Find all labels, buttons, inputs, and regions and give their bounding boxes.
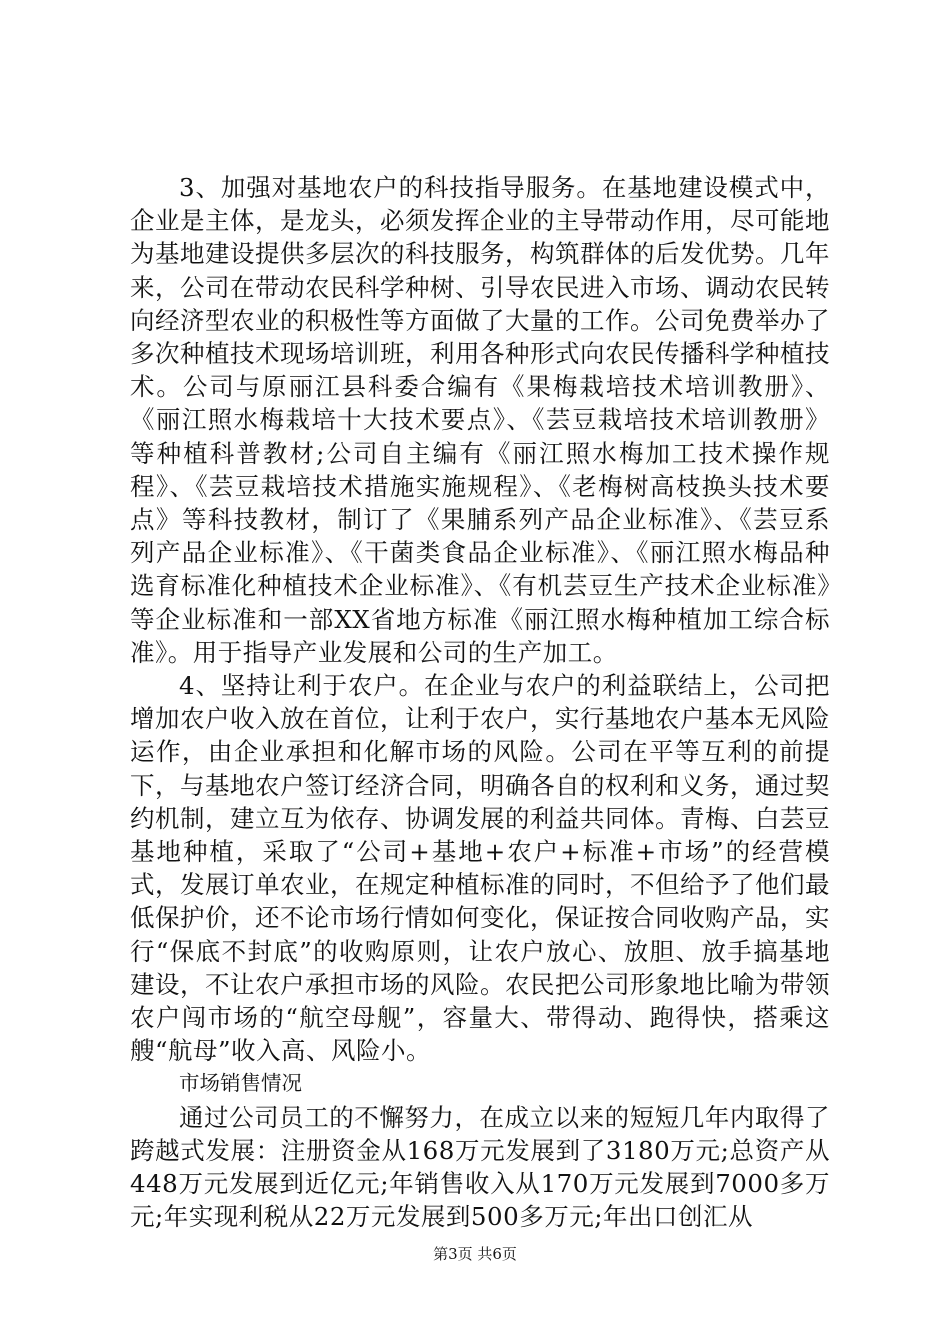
- paragraph-tech-guidance: 3、加强对基地农户的科技指导服务。在基地建设模式中，企业是主体，是龙头，必须发挥企业的主导带动作用，尽可能地为基地建设提供多层次的科技服务，构筑群体的后发优势。几年来，公司在带动农民科学种树、引导农民进入市场、调动农民转向经济型农业的积极性等方面做了大量的工作。公司免费举办了多次种植技术现场培训班，利用各种形式向农民传播科学种植技术。公司与原丽江县科委合编有《果梅栽培技术培训教册》、《丽江照水梅栽培十大技术要点》、《芸豆栽培技术培训教册》等种植科普教材;公司自主编有《丽江照水梅加工技术操作规程》、《芸豆栽培技术措施实施规程》、《老梅树高枝换头技术要点》等科技教材，制订了《果脯系列产品企业标准》、《芸豆系列产品企业标准》、《干菌类食品企业标准》、《丽江照水梅品种选育标准化种植技术企业标准》、《有机芸豆生产技术企业标准》等企业标准和一部XX省地方标准《丽江照水梅种植加工综合标准》。用于指导产业发展和公司的生产加工。: [130, 173, 830, 667]
- document-body: [130, 171, 830, 1234]
- section-heading-market-sales: 市场销售情况: [179, 1071, 302, 1096]
- paragraph-market-sales: 通过公司员工的不懈努力，在成立以来的短短几年内取得了跨越式发展：注册资金从168万元发展到了3180万元;总资产从448万元发展到近亿元;年销售收入从170万元发展到7000多万元;年实现利税从22万元发展到500多万元;年出口创汇从: [130, 1102, 830, 1232]
- page-number-footer: 第3页 共6页: [433, 1245, 517, 1263]
- paragraph-profit-sharing: 4、坚持让利于农户。在企业与农户的利益联结上，公司把增加农户收入放在首位，让利于农户，实行基地农户基本无风险运作，由企业承担和化解市场的风险。公司在平等互利的前提下，与基地农户签订经济合同，明确各自的权利和义务，通过契约机制，建立互为依存、协调发展的利益共同体。青梅、白芸豆基地种植，采取了“公司+基地+农户+标准+市场”的经营模式，发展订单农业，在规定种植标准的同时，不但给予了他们最低保护价，还不论市场行情如何变化，保证按合同收购产品，实行“保底不封底”的收购原则，让农户放心、放胆、放手搞基地建设，不让农户承担市场的风险。农民把公司形象地比喻为带领农户闯市场的“航空母舰”，容量大、带得动、跑得快，搭乘这艘“航母”收入高、风险小。: [130, 671, 830, 1066]
